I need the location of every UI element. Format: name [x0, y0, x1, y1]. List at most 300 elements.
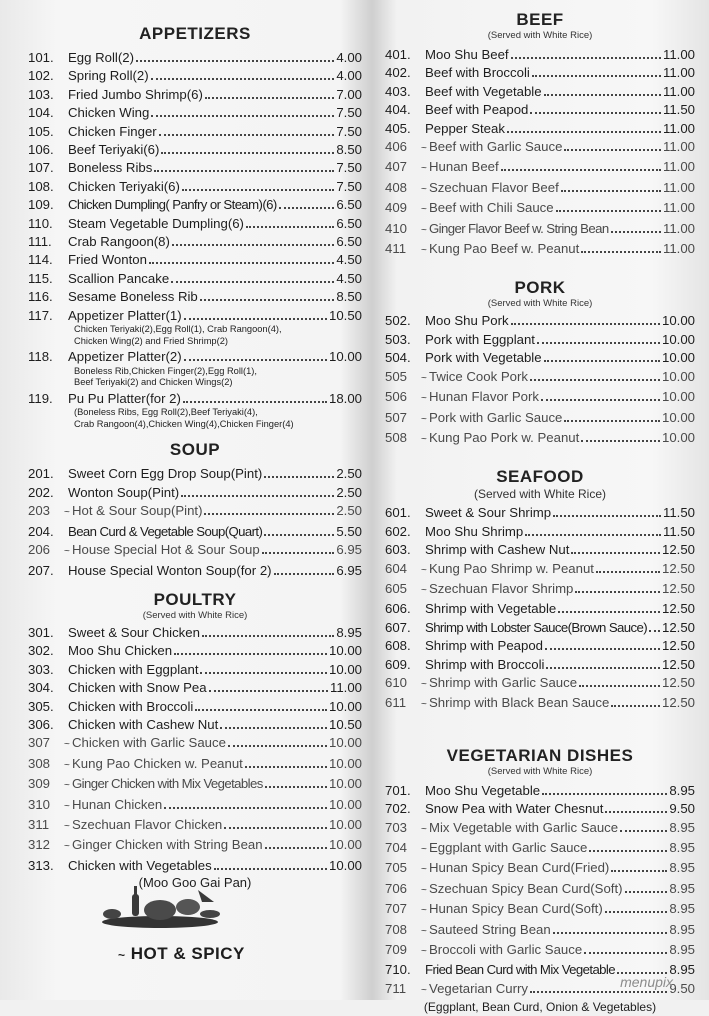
item-price: 10.00	[328, 661, 362, 677]
item-name: Kung Pao Chicken w. Peanut	[72, 755, 243, 771]
item-name: Beef with Peapod	[425, 102, 529, 118]
item-price: 5.50	[336, 523, 362, 539]
leader-dots	[279, 195, 335, 209]
item-number: 117.	[28, 307, 53, 323]
item-name: Fried Bean Curd with Mix Vegetable	[425, 962, 615, 978]
item-price: 7.50	[336, 178, 362, 194]
menu-item	[28, 48, 362, 66]
menu-item	[385, 879, 695, 899]
item-number: 203	[28, 503, 51, 519]
chili-icon: ~	[421, 393, 427, 405]
item-name: Hot & Sour Soup(Pint)	[72, 503, 203, 519]
item-price: 8.95	[669, 942, 695, 958]
leader-dots	[541, 387, 660, 401]
food-illustration	[98, 880, 228, 932]
item-name: Fried Wonton	[68, 252, 147, 268]
item-price: 8.95	[669, 860, 695, 876]
item-number: 506	[385, 389, 408, 405]
seafood-subtitle: (Served with White Rice)	[473, 487, 607, 502]
item-number: 406	[385, 139, 408, 155]
item-price: 9.50	[669, 801, 695, 817]
leader-dots	[274, 561, 335, 575]
item-name: Kung Pao Pork w. Peanut	[429, 429, 580, 445]
item-price: 10.00	[328, 349, 362, 365]
item-price: 11.00	[662, 83, 695, 99]
item-number: 104.	[28, 105, 54, 121]
menu-item	[385, 408, 695, 428]
item-price: 4.50	[336, 252, 362, 268]
item-number: 110.	[28, 215, 53, 231]
item-price: 10.00	[661, 368, 695, 384]
item-price: 12.50	[661, 542, 695, 558]
leader-dots	[581, 239, 661, 253]
leader-dots	[511, 311, 660, 325]
item-number: 116.	[28, 289, 53, 305]
item-number: 503.	[385, 331, 411, 347]
menu-item	[28, 195, 362, 213]
item-number: 707	[385, 901, 408, 917]
item-price: 11.00	[662, 47, 695, 62]
item-number: 306.	[28, 716, 54, 732]
leader-dots	[537, 330, 660, 344]
poultry-note: (Moo Goo Gai Pan)	[138, 875, 252, 891]
item-number: 114.	[28, 252, 53, 268]
item-name: Chicken Finger	[68, 123, 157, 139]
item-name: Hunan Flavor Pork	[429, 389, 539, 405]
item-number: 115.	[28, 270, 53, 286]
item-name: Boneless Ribs	[68, 160, 153, 176]
leader-dots	[204, 501, 334, 515]
leader-dots	[200, 660, 327, 674]
chili-icon: ~	[118, 948, 126, 962]
menu-item	[28, 623, 362, 641]
chili-icon: ~	[421, 823, 427, 835]
menu-item	[28, 754, 362, 774]
item-price: 10.00	[328, 698, 362, 714]
menu-item	[385, 899, 695, 919]
item-price: 11.00	[662, 220, 695, 236]
item-price: 11.00	[329, 680, 362, 696]
leader-dots	[228, 733, 327, 747]
item-number: 704	[385, 840, 408, 855]
menu-item	[385, 799, 695, 817]
item-name: Shrimp with Black Bean Sauce	[429, 695, 610, 711]
item-number: 502.	[385, 313, 411, 329]
leader-dots	[579, 673, 660, 687]
leader-dots	[625, 879, 668, 893]
item-price: 11.00	[662, 120, 695, 136]
item-name: Twice Cook Pork	[429, 368, 528, 384]
chili-icon: ~	[421, 925, 427, 937]
menu-item	[28, 158, 362, 176]
item-name: Steam Vegetable Dumpling(6)	[68, 215, 244, 231]
menu-item	[28, 250, 362, 268]
vegetarian-note: (Eggplant, Bean Curd, Onion & Vegetables)	[423, 1000, 657, 1015]
item-price: 6.50	[336, 197, 362, 213]
item-name: Ginger Flavor Beef w. String Bean	[429, 220, 609, 236]
item-price: 10.00	[661, 429, 695, 445]
menu-item	[385, 503, 695, 521]
item-number: 309	[28, 776, 51, 792]
leader-dots	[611, 858, 667, 872]
chili-icon: ~	[421, 584, 427, 596]
chili-icon: ~	[421, 844, 427, 855]
leader-dots	[611, 693, 660, 707]
leader-dots	[530, 367, 660, 381]
appetizers-title: APPETIZERS	[139, 24, 251, 43]
item-name: Shrimp with Vegetable	[425, 601, 557, 617]
item-number: 304.	[28, 680, 54, 696]
item-number: 312	[28, 837, 51, 853]
item-price: 8.95	[669, 819, 695, 835]
leader-dots	[265, 835, 327, 849]
item-number: 709	[385, 942, 408, 958]
item-price: 10.00	[328, 857, 362, 873]
item-number: 507	[385, 409, 408, 425]
item-price: 10.00	[661, 409, 695, 425]
beef-title: BEEF	[516, 10, 564, 29]
menu-item	[385, 119, 695, 137]
menu-item	[28, 641, 362, 659]
item-number: 410	[385, 220, 408, 236]
leader-dots	[214, 856, 327, 870]
item-price: 8.95	[336, 624, 362, 640]
leader-dots	[262, 540, 335, 554]
leader-dots	[581, 428, 660, 442]
leader-dots	[501, 157, 661, 171]
menu-item	[385, 540, 695, 558]
menu-item	[28, 122, 362, 140]
item-number: 705	[385, 860, 408, 876]
item-price: 7.50	[336, 123, 362, 139]
item-number: 404.	[385, 102, 411, 118]
menu-item	[385, 157, 695, 177]
menu-item	[385, 82, 695, 100]
item-name: Hunan Spicy Bean Curd(Soft)	[429, 901, 603, 917]
item-name: Moo Shu Shrimp	[425, 523, 524, 539]
leader-dots	[605, 899, 668, 913]
chili-icon: ~	[421, 864, 427, 876]
chili-icon: ~	[421, 564, 427, 576]
leader-dots	[205, 85, 334, 99]
item-price: 8.95	[669, 901, 695, 917]
leader-dots	[265, 774, 327, 788]
menu-item	[385, 100, 695, 118]
item-name: Sesame Boneless Rib	[68, 289, 198, 305]
menu-item	[28, 678, 362, 696]
chili-icon: ~	[64, 507, 70, 519]
leader-dots	[182, 177, 334, 191]
item-price: 8.50	[336, 289, 362, 305]
leader-dots	[154, 158, 334, 172]
item-price: 6.50	[336, 234, 362, 250]
leader-dots	[172, 232, 334, 246]
item-price: 2.50	[336, 503, 362, 519]
beef-list	[385, 45, 695, 259]
chili-icon: ~	[421, 905, 427, 917]
item-number: 702.	[385, 801, 411, 817]
item-name: Pork with Garlic Sauce	[429, 409, 563, 425]
item-price: 10.00	[328, 837, 362, 853]
leader-dots	[151, 103, 334, 117]
item-price: 8.95	[669, 880, 695, 896]
item-number: 307	[28, 735, 51, 751]
chili-icon: ~	[421, 884, 427, 896]
item-name: Appetizer Platter(1)	[68, 307, 182, 323]
item-number: 607.	[385, 619, 411, 635]
item-price: 12.50	[661, 619, 695, 635]
item-name: Egg Roll(2)	[68, 50, 134, 65]
item-number: 403.	[385, 83, 411, 99]
leader-dots	[507, 119, 661, 133]
item-number: 102.	[28, 68, 54, 84]
menu-item	[385, 330, 695, 348]
item-price: 10.00	[661, 331, 695, 347]
item-name: Broccoli with Garlic Sauce	[429, 942, 583, 958]
leader-dots	[151, 66, 335, 80]
item-number: 710.	[385, 962, 411, 978]
item-name: Pork with Vegetable	[425, 350, 542, 366]
menu-item	[385, 673, 695, 693]
item-number: 609.	[385, 656, 411, 672]
item-name: Beef with Vegetable	[425, 83, 542, 99]
menu-item	[385, 559, 695, 579]
chili-icon: ~	[421, 984, 427, 996]
item-number: 610	[385, 674, 408, 690]
item-number: 201.	[28, 466, 54, 482]
item-number: 301.	[28, 624, 54, 640]
item-number: 101.	[28, 50, 54, 65]
leader-dots	[184, 306, 327, 320]
menu-item	[385, 920, 695, 940]
item-number: 608.	[385, 638, 411, 654]
item-price: 11.00	[662, 159, 695, 175]
menu-item	[28, 697, 362, 715]
item-number: 601.	[385, 505, 411, 521]
item-name: Moo Shu Beef	[425, 47, 509, 62]
item-name: Chicken Wing	[68, 105, 150, 121]
item-name: Shrimp with Lobster Sauce(Brown Sauce)	[425, 619, 648, 635]
item-name: Sweet & Sour Chicken	[68, 624, 200, 640]
leader-dots	[195, 697, 327, 711]
item-name: Scallion Pancake	[68, 270, 170, 286]
item-price: 11.50	[662, 523, 695, 539]
item-number: 103.	[28, 86, 54, 102]
soup-title: SOUP	[169, 440, 221, 460]
menu-item	[385, 45, 695, 63]
poultry-subtitle: (Served with White Rice)	[142, 609, 248, 621]
menu-item	[385, 311, 695, 329]
item-price: 8.95	[669, 840, 695, 855]
item-note: Boneless Rib,Chicken Finger(2),Egg Roll(1),	[74, 365, 257, 376]
item-name: Chicken with Vegetables	[68, 857, 212, 873]
leader-dots	[161, 140, 334, 154]
item-price: 6.50	[336, 215, 362, 231]
leader-dots	[589, 838, 667, 852]
chili-icon: ~	[421, 224, 427, 236]
leader-dots	[545, 636, 660, 650]
menu-item	[385, 636, 695, 654]
item-price: 7.00	[336, 86, 362, 102]
item-name: Spring Roll(2)	[68, 68, 149, 84]
item-number: 119.	[28, 390, 53, 406]
item-number: 106.	[28, 142, 54, 158]
item-name: Szechuan Flavor Shrimp	[429, 580, 574, 596]
item-price: 11.50	[662, 102, 695, 118]
leader-dots	[183, 389, 327, 403]
hot-spicy-legend	[118, 944, 245, 964]
item-number: 202.	[28, 484, 54, 500]
leader-dots	[532, 63, 661, 77]
item-price: 10.00	[328, 643, 362, 659]
item-number: 603.	[385, 542, 411, 558]
menu-item	[28, 561, 362, 579]
chili-icon: ~	[421, 413, 427, 425]
leader-dots	[511, 45, 661, 59]
leader-dots	[220, 715, 327, 729]
leader-dots	[174, 641, 327, 655]
menu-item	[28, 660, 362, 678]
item-name: Chicken Teriyaki(6)	[68, 178, 180, 194]
item-price: 8.95	[669, 962, 695, 978]
item-name: Kung Pao Beef w. Peanut	[429, 241, 580, 257]
item-price: 2.50	[336, 466, 362, 482]
item-name: Szechuan Spicy Bean Curd(Soft)	[429, 880, 623, 896]
item-number: 708	[385, 921, 408, 937]
leader-dots	[553, 503, 661, 517]
menu-item	[28, 347, 362, 365]
menu-item	[28, 269, 362, 287]
item-number: 313.	[28, 857, 54, 873]
item-number: 303.	[28, 661, 54, 677]
item-name: Chicken with Cashew Nut	[68, 716, 219, 732]
item-price: 4.00	[336, 68, 362, 84]
leader-dots	[530, 100, 661, 114]
leader-dots	[605, 799, 667, 813]
pork-list	[385, 311, 695, 448]
item-name: House Special Hot & Sour Soup	[72, 542, 260, 558]
menu-item	[385, 387, 695, 407]
item-number: 206	[28, 542, 51, 558]
item-name: House Special Wonton Soup(for 2)	[68, 562, 272, 578]
chili-icon: ~	[64, 800, 70, 812]
menu-item	[385, 348, 695, 366]
item-price: 10.00	[328, 776, 362, 792]
item-name: Beef with Broccoli	[425, 65, 530, 81]
leader-dots	[200, 287, 335, 301]
menu-item	[385, 522, 695, 540]
menu-item	[385, 239, 695, 259]
item-name: Chicken with Eggplant	[68, 661, 199, 677]
item-number: 505	[385, 368, 408, 384]
item-name: Pepper Steak	[425, 120, 505, 136]
chili-icon: ~	[64, 546, 70, 558]
item-name: Shrimp with Broccoli	[425, 656, 545, 672]
menu-item	[28, 306, 362, 324]
chili-icon: ~	[421, 946, 427, 958]
item-number: 504.	[385, 350, 411, 366]
item-name: Beef with Garlic Sauce	[429, 139, 563, 155]
menu-item	[28, 103, 362, 121]
leader-dots	[564, 137, 661, 151]
item-price: 7.50	[336, 160, 362, 176]
menu-item	[28, 177, 362, 195]
menu-item	[385, 599, 695, 617]
leader-dots	[264, 464, 334, 478]
menu-item	[385, 655, 695, 673]
menu-item	[28, 733, 362, 753]
menu-item	[28, 483, 362, 501]
pork-subtitle: (Served with White Rice)	[487, 298, 593, 310]
item-number: 411	[385, 241, 407, 257]
menu-item	[28, 522, 362, 540]
item-name: Sweet Corn Egg Drop Soup(Pint)	[68, 466, 263, 482]
item-name: Ginger Chicken with Mix Vegetables	[72, 776, 263, 792]
item-note: Chicken Wing(2) and Fried Shrimp(2)	[74, 335, 228, 346]
item-price: 7.50	[336, 105, 362, 121]
menu-item	[385, 838, 695, 858]
item-number: 111.	[28, 234, 52, 250]
soup-list	[28, 464, 362, 578]
item-name: Ginger Chicken with String Bean	[72, 837, 263, 853]
item-price: 8.95	[669, 921, 695, 937]
menu-item	[385, 198, 695, 218]
item-price: 11.00	[662, 241, 695, 257]
item-name: Pork with Eggplant	[425, 331, 535, 347]
item-number: 602.	[385, 523, 411, 539]
chili-icon: ~	[421, 163, 427, 175]
leader-dots	[556, 198, 661, 212]
leader-dots	[546, 655, 660, 669]
leader-dots	[224, 815, 327, 829]
item-name: Chicken Dumpling( Panfry or Steam)(6)	[68, 197, 277, 213]
item-price: 11.50	[662, 505, 695, 521]
item-name: Eggplant with Garlic Sauce	[429, 840, 588, 855]
menu-item	[385, 137, 695, 157]
menu-item	[385, 693, 695, 713]
item-name: Moo Shu Chicken	[68, 643, 173, 659]
item-name: Appetizer Platter(2)	[68, 349, 182, 365]
leader-dots	[246, 214, 334, 228]
item-name: Kung Pao Shrimp w. Peanut	[429, 560, 594, 576]
menu-item	[28, 715, 362, 733]
item-note: Chicken Teriyaki(2),Egg Roll(1), Crab Rangoon(4),	[74, 324, 282, 335]
chili-icon: ~	[64, 841, 70, 853]
item-price: 12.50	[661, 560, 695, 576]
leader-dots	[525, 522, 661, 536]
item-price: 8.95	[669, 782, 695, 798]
watermark: menupix	[620, 974, 673, 990]
item-name: Hunan Beef	[429, 159, 499, 175]
item-price: 18.00	[328, 390, 362, 406]
leader-dots	[620, 818, 667, 832]
seafood-title: SEAFOOD	[496, 467, 584, 487]
leader-dots	[542, 781, 667, 795]
item-name: Chicken with Snow Pea	[68, 680, 207, 696]
chili-icon: ~	[64, 820, 70, 832]
item-price: 10.00	[661, 313, 695, 329]
item-price: 12.50	[661, 695, 695, 711]
item-name: Szechuan Flavor Beef	[429, 179, 559, 195]
right-column	[385, 0, 695, 1016]
leader-dots	[245, 754, 327, 768]
menu-item	[28, 774, 362, 794]
item-name: Shrimp with Cashew Nut	[425, 542, 570, 558]
item-number: 401.	[385, 47, 411, 62]
menu-item	[385, 818, 695, 838]
item-number: 311	[28, 816, 50, 832]
item-name: Beef Teriyaki(6)	[68, 142, 160, 158]
